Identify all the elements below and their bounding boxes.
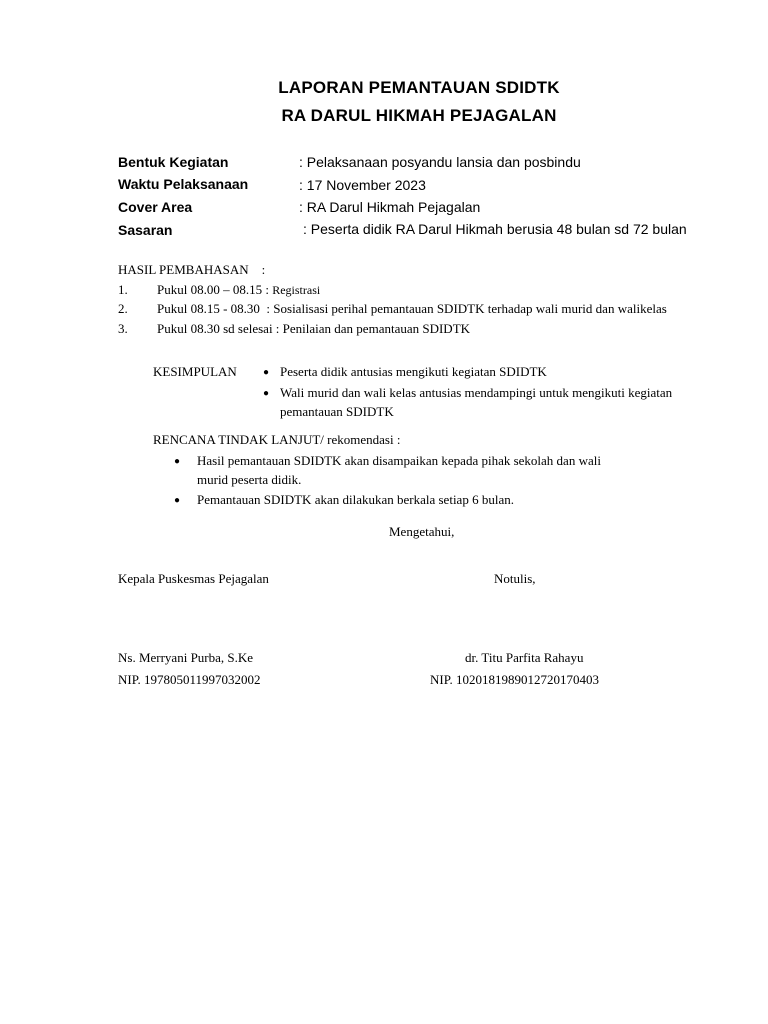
rencana-bullet-1-line2: murid peserta didik. bbox=[197, 472, 302, 487]
mengetahui-label: Mengetahui, bbox=[389, 524, 455, 539]
info-label-bentuk-kegiatan: Bentuk Kegiatan bbox=[118, 154, 229, 170]
signature-left-role: Kepala Puskesmas Pejagalan bbox=[118, 571, 269, 586]
kesimpulan-bullet-1: Peserta didik antusias mengikuti kegiatan SDIDTK bbox=[280, 364, 547, 379]
hasil-item-1-time: Pukul 08.00 – 08.15 : bbox=[157, 282, 273, 297]
hasil-item-number: 2. bbox=[118, 301, 128, 316]
signature-right-nip: NIP. 10201819890127201704​03 bbox=[430, 672, 600, 687]
hasil-pembahasan-heading: HASIL PEMBAHASAN : bbox=[118, 262, 266, 277]
hasil-item-number: 3. bbox=[118, 321, 128, 336]
kesimpulan-bullet-2-line1: Wali murid dan wali kelas antusias mendampingi untuk mengikuti kegiatan bbox=[280, 385, 673, 400]
hasil-item-1-desc: Registrasi bbox=[272, 283, 321, 297]
document-title-line1: LAPORAN PEMANTAUAN SDIDTK bbox=[278, 78, 560, 97]
info-label-cover-area: Cover Area bbox=[118, 199, 193, 215]
signature-left-name: Ns. Merryani Purba, S.Ke bbox=[118, 650, 254, 665]
rencana-bullet-2: Pemantauan SDIDTK akan dilakukan berkala setiap 6 bulan. bbox=[197, 492, 514, 507]
hasil-item-3: Pukul 08.30 sd selesai : Penilaian dan pemantauan SDIDTK bbox=[157, 321, 471, 336]
bullet-icon: ● bbox=[174, 456, 181, 467]
kesimpulan-heading: KESIMPULAN bbox=[153, 364, 237, 379]
rencana-bullet-1-line1: Hasil pemantauan SDIDTK akan disampaikan kepada pihak sekolah dan wali bbox=[197, 453, 601, 468]
bullet-icon: ● bbox=[263, 367, 270, 378]
hasil-item-2: Pukul 08.15 - 08.30 : Sosialisasi perihal pemantauan SDIDTK terhadap wali murid dan walikelas bbox=[157, 301, 667, 316]
document-title-line2: RA DARUL HIKMAH PEJAGALAN bbox=[281, 106, 557, 125]
bullet-icon: ● bbox=[263, 388, 270, 399]
hasil-item-1 bbox=[157, 282, 320, 298]
rencana-heading: RENCANA TINDAK LANJUT/ rekomendasi : bbox=[153, 432, 401, 447]
info-value-waktu-pelaksanaan: : 17 November 2023 bbox=[299, 177, 426, 193]
info-value-bentuk-kegiatan: : Pelaksanaan posyandu lansia dan posbindu bbox=[299, 154, 581, 170]
kesimpulan-bullet-2-line2: pemantauan SDIDTK bbox=[280, 404, 394, 419]
info-label-waktu-pelaksanaan: Waktu Pelaksanaan bbox=[118, 176, 249, 192]
info-label-sasaran: Sasaran bbox=[118, 222, 173, 238]
signature-right-role: Notulis, bbox=[494, 571, 536, 586]
signature-right-name: dr. Titu Parfita Rahayu bbox=[465, 650, 584, 665]
info-value-sasaran: : Peserta didik RA Darul Hikmah berusia 48 bulan sd 72 bulan bbox=[303, 221, 687, 237]
bullet-icon: ● bbox=[174, 495, 181, 506]
hasil-item-number: 1. bbox=[118, 282, 128, 297]
info-value-cover-area: : RA Darul Hikmah Pejagalan bbox=[299, 199, 481, 215]
signature-left-nip: NIP. 197805011997032002 bbox=[118, 672, 261, 687]
